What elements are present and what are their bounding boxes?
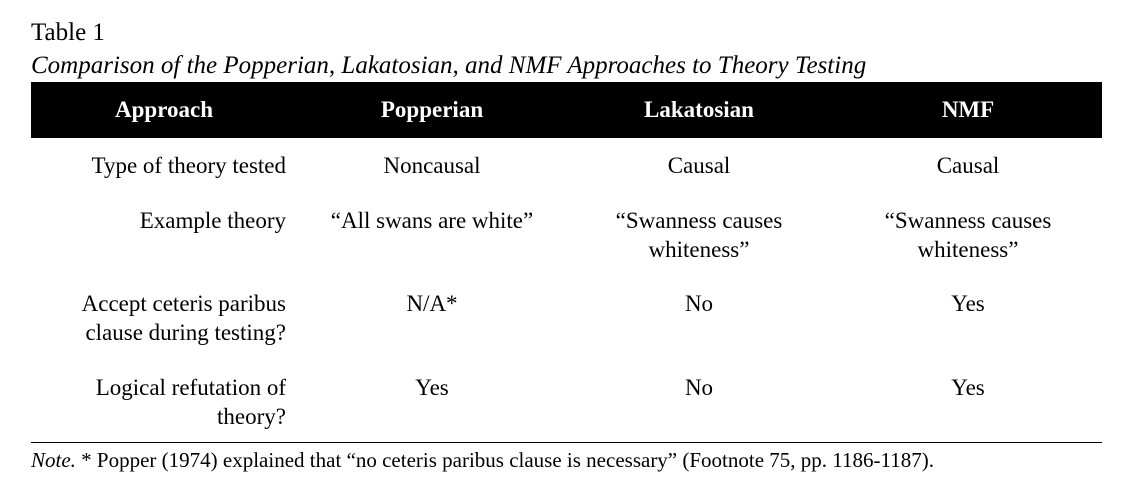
nmf-cell — [833, 289, 1103, 318]
popperian-cell — [297, 373, 567, 402]
header-approach: Approach — [115, 97, 213, 122]
lakatosian-cell — [567, 151, 831, 180]
header-nmf: NMF — [941, 97, 995, 122]
popperian-cell — [297, 151, 567, 180]
cell-line: No — [684, 291, 714, 316]
cell-line: “Swanness causes — [615, 208, 783, 233]
lakatosian-cell — [567, 373, 831, 402]
cell-line: “Swanness causes — [884, 208, 1052, 233]
cell-line: Yes — [951, 291, 985, 316]
cell-line: whiteness” — [917, 237, 1019, 262]
row-label-line: Type of theory tested — [91, 153, 286, 178]
note-text: * Popper (1974) explained that “no ceteris paribus clause is necessary” (Footnote 75, pp. 1186-1187). — [75, 448, 934, 472]
row-label-line: Example theory — [139, 208, 286, 233]
table-label: Table 1 — [31, 19, 105, 46]
cell-line: Yes — [951, 375, 985, 400]
lakatosian-cell — [567, 289, 831, 318]
cell-line: “All swans are white” — [330, 208, 534, 233]
cell-line: Noncausal — [383, 153, 481, 178]
nmf-cell — [833, 373, 1103, 402]
popperian-cell — [297, 289, 567, 318]
row-label-line: Accept ceteris paribus — [81, 291, 286, 316]
nmf-cell — [833, 206, 1103, 264]
row-label — [31, 206, 286, 235]
row-label — [31, 151, 286, 180]
row-label-line: Logical refutation of — [95, 375, 286, 400]
row-label — [31, 289, 286, 347]
cell-line: N/A* — [406, 291, 458, 316]
cell-line: Causal — [936, 153, 1000, 178]
cell-line: No — [684, 375, 714, 400]
table-title: Comparison of the Popperian, Lakatosian, and NMF Approaches to Theory Testing — [31, 52, 867, 79]
popperian-cell — [297, 206, 567, 235]
table-bottom-rule — [31, 442, 1102, 443]
table-header — [31, 82, 1102, 138]
cell-line: whiteness” — [648, 237, 750, 262]
row-label — [31, 373, 286, 431]
header-popperian: Popperian — [380, 97, 484, 122]
note-label: Note. — [31, 448, 76, 472]
cell-line: Causal — [667, 153, 731, 178]
row-label-line: clause during testing? — [85, 320, 286, 345]
nmf-cell — [833, 151, 1103, 180]
header-lakatosian: Lakatosian — [644, 97, 754, 122]
row-label-line: theory? — [217, 404, 286, 429]
table-note — [31, 447, 934, 474]
lakatosian-cell — [567, 206, 831, 264]
cell-line: Yes — [415, 375, 449, 400]
